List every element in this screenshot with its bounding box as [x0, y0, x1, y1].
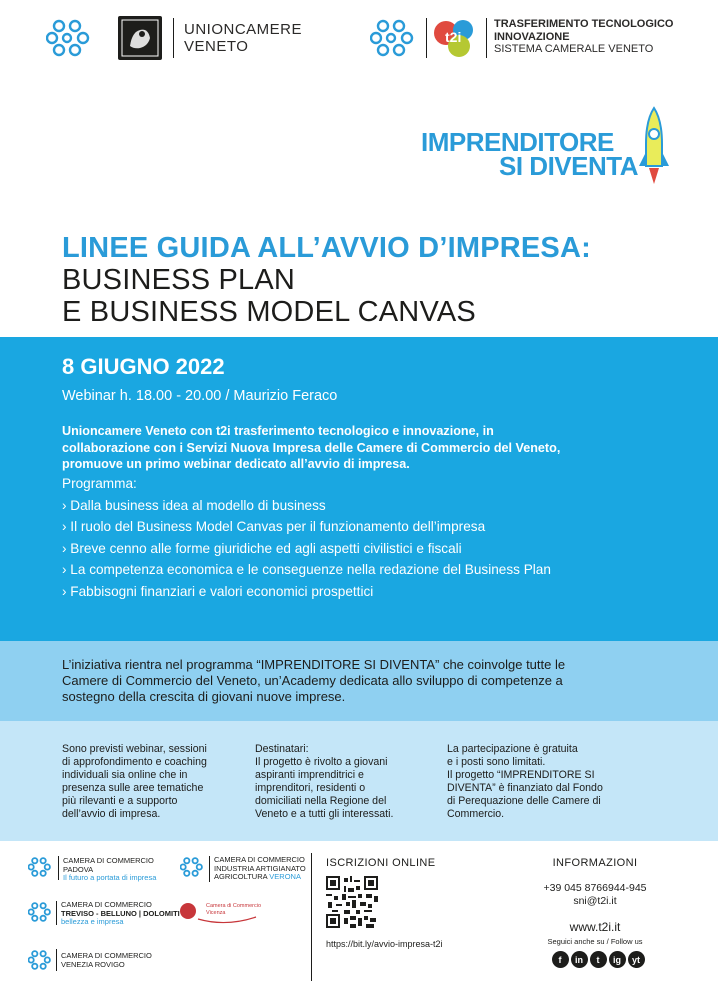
- chamber-of-commerce-logo-icon: [28, 949, 52, 971]
- event-date: 8 GIUGNO 2022: [62, 354, 225, 379]
- footer-divider: [311, 853, 312, 981]
- unioncamere-name: UNIONCAMERE VENETO: [184, 21, 303, 55]
- info-contacts: [520, 882, 670, 908]
- website-link[interactable]: www.t2i.it: [569, 920, 621, 934]
- phone-number[interactable]: +39 045 8766944-945: [543, 882, 647, 894]
- registration-title: ISCRIZIONI ONLINE: [326, 857, 436, 869]
- chamber-of-commerce-logo-icon: [28, 901, 52, 923]
- follow-label: Seguici anche su / Follow us: [547, 937, 643, 946]
- t2i-name: TRASFERIMENTO TECNOLOGICO INNOVAZIONE SISTEMA CAMERALE VENETO: [494, 18, 674, 55]
- social-links: [543, 951, 653, 968]
- header-divider: [426, 18, 427, 58]
- title-line-3: E BUSINESS MODEL CANVAS: [62, 296, 476, 328]
- vicenza-swoosh-icon: [196, 915, 258, 925]
- footer: [0, 841, 718, 997]
- registration-link[interactable]: https://bit.ly/avvio-impresa-t2i: [326, 939, 443, 949]
- program-item: › Breve cenno alle forme giuridiche ed agli aspetti civilistici e fiscali: [62, 540, 462, 556]
- chamber-of-commerce-logo-icon: [180, 856, 204, 878]
- chamber-of-commerce-logo-icon: [28, 856, 52, 878]
- program-item: › Dalla business idea al modello di business: [62, 497, 326, 513]
- logo-divider: [58, 856, 59, 880]
- email-link[interactable]: sni@t2i.it: [573, 895, 617, 907]
- event-subtitle: Webinar h. 18.00 - 20.00 / Maurizio Feraco: [62, 388, 338, 404]
- t2i-logo-icon: [433, 18, 477, 58]
- qr-code-icon[interactable]: [326, 876, 378, 928]
- svg-text:t2i: t2i: [445, 29, 462, 45]
- chamber-padova: CAMERA DI COMMERCIO PADOVA Il futuro a portata di impresa: [63, 856, 157, 882]
- logo-divider: [56, 949, 57, 971]
- twitter-icon[interactable]: t: [590, 951, 607, 968]
- event-intro: Unioncamere Veneto con t2i trasferimento tecnologico e innovazione, in collaborazione con i Servizi Nuova Impresa delle Camere di Commercio del Veneto, promuove un primo webinar dedicato all’avvio di impresa.: [62, 424, 561, 471]
- details-column-2: Destinatari: Il progetto è rivolto a giovani aspiranti imprenditrici e imprenditori, residenti o domiciliati nella Regione del Veneto e a tutti gli interessati.: [255, 743, 394, 820]
- title-line-1: LINEE GUIDA ALL’AVVIO D’IMPRESA:: [62, 232, 591, 264]
- chamber-of-commerce-logo-icon: [370, 17, 416, 59]
- chamber-vicenza-logo-icon: [180, 903, 196, 919]
- page-title: [62, 232, 591, 328]
- linkedin-icon[interactable]: in: [571, 951, 588, 968]
- brand-logo: IMPRENDITORE SI DIVENTA: [421, 127, 638, 181]
- header-divider: [173, 18, 174, 58]
- event-section: [0, 337, 718, 641]
- chamber-venezia-rovigo: CAMERA DI COMMERCIO VENEZIA ROVIGO: [61, 951, 152, 969]
- details-column-1: Sono previsti webinar, sessioni di approfondimento e coaching individuali sia online che in presenza sulle aree tematiche più rilevanti e a supporto dell’avvio di impresa.: [62, 743, 207, 820]
- lion-emblem-icon: [118, 16, 162, 60]
- facebook-icon[interactable]: f: [552, 951, 569, 968]
- youtube-icon[interactable]: yt: [628, 951, 645, 968]
- program-label: Programma:: [62, 476, 137, 491]
- program-item: › Fabbisogni finanziari e valori economici prospettici: [62, 583, 374, 599]
- title-line-2: BUSINESS PLAN: [62, 264, 296, 296]
- instagram-icon[interactable]: ig: [609, 951, 626, 968]
- chamber-verona: CAMERA DI COMMERCIO INDUSTRIA ARTIGIANATO AGRICOLTURA VERONA: [214, 855, 306, 881]
- logo-divider: [56, 901, 57, 925]
- program-list: [62, 473, 551, 602]
- details-section: [0, 721, 718, 841]
- details-column-3: La partecipazione è gratuita e i posti sono limitati. Il progetto “IMPRENDITORE SI DIVENTA” è finanziato dal Fondo di Perequazione delle Camere di Commercio.: [447, 743, 603, 820]
- info-title: INFORMAZIONI: [552, 857, 638, 869]
- program-item: › Il ruolo del Business Model Canvas per il funzionamento dell’impresa: [62, 519, 486, 534]
- chamber-vicenza: Camera di Commercio Vicenza: [206, 903, 262, 916]
- header: [0, 0, 718, 80]
- initiative-section: [0, 641, 718, 721]
- rocket-icon: [636, 104, 672, 188]
- chamber-of-commerce-logo-icon: [46, 17, 92, 59]
- logo-divider: [209, 856, 210, 882]
- chamber-treviso-belluno: CAMERA DI COMMERCIO TREVISO - BELLUNO | DOLOMITI bellezza e impresa: [61, 900, 180, 926]
- header-divider: [486, 18, 487, 58]
- program-item: › La competenza economica e le conseguenze nella redazione del Business Plan: [62, 562, 551, 577]
- initiative-text: L’iniziativa rientra nel programma “IMPRENDITORE SI DIVENTA” che coinvolge tutte le Camere di Commercio del Veneto, un’Academy dedicata allo sviluppo di competenze a sostegno della crescita di giovani nuove imprese.: [62, 657, 566, 704]
